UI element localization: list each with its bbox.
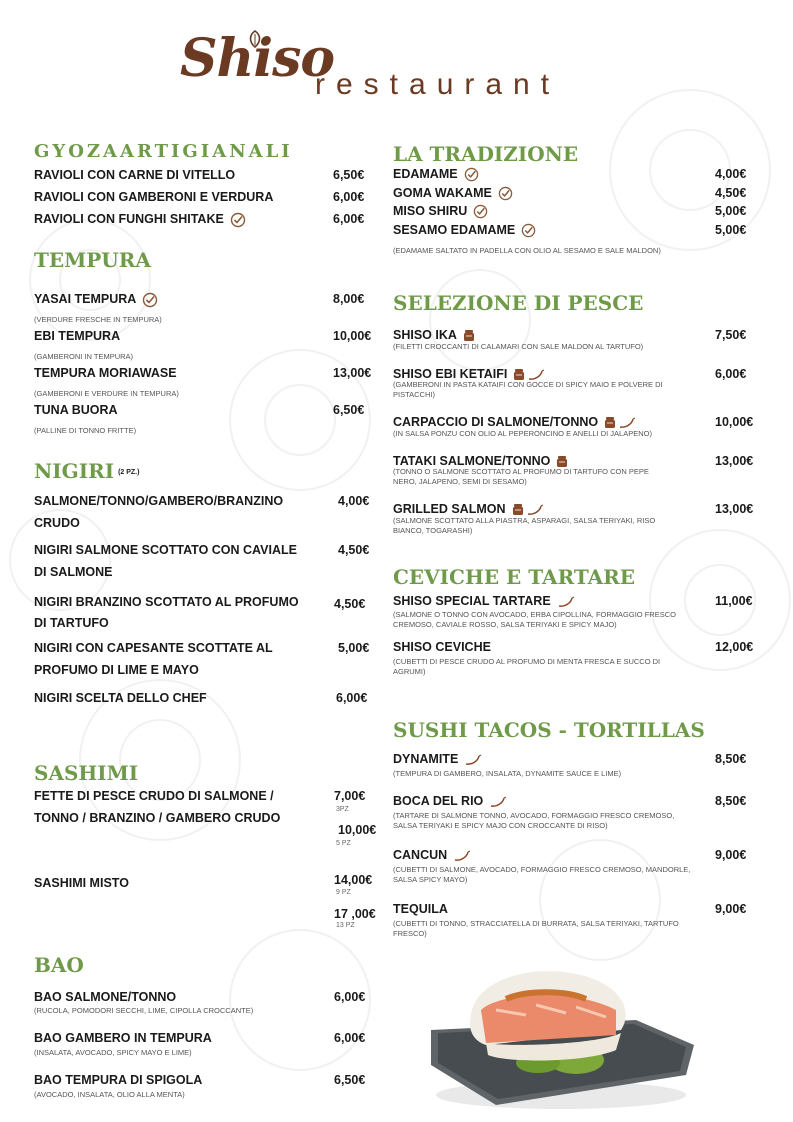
- menu-item-desc: (CUBETTI DI TONNO, STRACCIATELLA DI BURRATA, SALSA TERIYAKI, TARTUFO FRESCO): [393, 919, 679, 938]
- menu-item-desc: (PALLINE DI TONNO FRITTE): [34, 426, 137, 435]
- menu-item-price: 7,50€: [715, 328, 747, 342]
- chili-icon: [464, 754, 482, 766]
- menu-item-desc: (INSALATA, AVOCADO, SPICY MAYO E LIME): [34, 1048, 192, 1057]
- menu-item-price: 13,00€: [715, 454, 754, 468]
- menu-item-price: 5,00€: [715, 204, 747, 218]
- menu-item-name: NIGIRI SCELTA DELLO CHEF: [34, 691, 207, 705]
- menu-item-name-cont: PROFUMO DI LIME E MAYO: [34, 663, 199, 677]
- menu-item-price: 6,50€: [333, 168, 365, 182]
- section-title-nigiri: NIGIRI (2 PZ.): [34, 459, 140, 483]
- menu-item-price: 6,00€: [336, 691, 368, 705]
- portion-size: 3PZ: [336, 806, 349, 813]
- menu-item-price: 6,00€: [333, 190, 365, 204]
- menu-item-name: CARPACCIO DI SALMONE/TONNO: [393, 415, 599, 429]
- menu-item-price: 10,00€: [715, 415, 754, 429]
- chili-icon: [453, 850, 471, 862]
- portion-size: 5 PZ: [336, 840, 351, 847]
- menu-item-price: 13,00€: [333, 366, 372, 380]
- veggie-icon: [521, 223, 536, 238]
- menu-item-name: RAVIOLI CON GAMBERONI E VERDURA: [34, 190, 274, 204]
- menu-item-desc: (SALMONE SCOTTATO ALLA PIASTRA, ASPARAGI, SALSA TERIYAKI, RISO BIANCO, TOGARASHI): [393, 516, 656, 535]
- menu-item-name: DYNAMITE: [393, 752, 459, 766]
- menu-item-price: 9,00€: [715, 902, 747, 916]
- menu-item-price: 8,50€: [715, 794, 747, 808]
- menu-item-price: 5,00€: [715, 223, 747, 237]
- menu-item-price: 4,50€: [715, 186, 747, 200]
- section-title-tempura: TEMPURA: [34, 248, 151, 272]
- menu-item-price: 4,00€: [338, 494, 370, 508]
- menu-item-name: TATAKI SALMONE/TONNO: [393, 454, 551, 468]
- menu-item-price: 6,00€: [334, 1031, 366, 1045]
- leaf-icon: [246, 30, 264, 48]
- menu-item-name: BAO TEMPURA DI SPIGOLA: [34, 1073, 203, 1087]
- menu-item-price: 8,50€: [715, 752, 747, 766]
- menu-item-desc: (SALMONE O TONNO CON AVOCADO, ERBA CIPOLLINA, FORMAGGIO FRESCO CREMOSO, CAVIALE ROSSO, SALSA TERIYAKI E SPICY MAJO): [393, 610, 676, 629]
- menu-item-price: 6,00€: [715, 367, 747, 381]
- menu-item-desc: (TARTARE DI SALMONE TONNO, AVOCADO, FORMAGGIO FRESCO CREMOSO, SALSA TERIYAKI E SPICY MAJO CON CROCCANTE DI RISO): [393, 811, 675, 830]
- menu-item-name: NIGIRI BRANZINO SCOTTATO AL PROFUMO: [34, 595, 299, 609]
- menu-item-price: 17 ,00€: [334, 907, 376, 921]
- menu-item-price: 10,00€: [333, 329, 372, 343]
- menu-item-name: NIGIRI CON CAPESANTE SCOTTATE AL: [34, 641, 273, 655]
- menu-item-price: 5,00€: [338, 641, 370, 655]
- menu-item-name: NIGIRI SALMONE SCOTTATO CON CAVIALE: [34, 543, 297, 557]
- menu-item-desc: (FILETTI CROCCANTI DI CALAMARI CON SALE MALDON AL TARTUFO): [393, 342, 644, 351]
- menu-item-desc: (AVOCADO, INSALATA, OLIO ALLA MENTA): [34, 1090, 185, 1099]
- menu-item-desc: (GAMBERONI E VERDURE IN TEMPURA): [34, 389, 179, 398]
- portion-size: 13 PZ: [336, 922, 355, 929]
- section-title-ceviche: CEVICHE E TARTARE: [393, 565, 636, 589]
- menu-item-price: 11,00€: [715, 594, 753, 608]
- menu-item-name: YASAI TEMPURA: [34, 292, 137, 306]
- menu-item-name: SHISO SPECIAL TARTARE: [393, 594, 551, 608]
- menu-item-row: [34, 208, 246, 230]
- section-title-tradizione: LA TRADIZIONE: [393, 142, 579, 166]
- menu-item-name: FETTE DI PESCE CRUDO DI SALMONE /: [34, 789, 274, 803]
- section-title-bao: BAO: [34, 953, 84, 977]
- menu-item-desc: (CUBETTI DI PESCE CRUDO AL PROFUMO DI MENTA FRESCA E SUCCO DI AGRUMI): [393, 657, 661, 676]
- menu-item-price: 6,00€: [333, 212, 365, 226]
- menu-item-name-cont: DI TARTUFO: [34, 616, 109, 630]
- bao-dish-photo: [426, 955, 696, 1115]
- section-title-pesce: SELEZIONE DI PESCE: [393, 291, 644, 315]
- fried-icon: [512, 503, 524, 516]
- menu-item-price: 10,00€: [338, 823, 377, 837]
- menu-item-desc: (TEMPURA DI GAMBERO, INSALATA, DYNAMITE SAUCE E LIME): [393, 769, 622, 778]
- menu-item-desc: (TONNO O SALMONE SCOTTATO AL PROFUMO DI TARTUFO CON PEPE NERO, JALAPENO, SEMI DI SESAMO): [393, 467, 649, 486]
- brand-logo: [180, 28, 620, 108]
- menu-item-name: EBI TEMPURA: [34, 329, 121, 343]
- menu-item-desc: (GAMBERONI IN TEMPURA): [34, 352, 134, 361]
- menu-item-row: [393, 844, 471, 866]
- brand-script: Shiso: [180, 28, 335, 89]
- chili-icon: [526, 504, 544, 516]
- menu-item-name: RAVIOLI CON FUNGHI SHITAKE: [34, 212, 224, 226]
- menu-item-row: [393, 219, 536, 241]
- menu-item-price: 8,00€: [333, 292, 365, 306]
- nigiri-portion-note: (2 PZ.): [118, 469, 140, 476]
- menu-item-name: BAO GAMBERO IN TEMPURA: [34, 1031, 212, 1045]
- menu-item-name: MISO SHIRU: [393, 204, 468, 218]
- menu-item-name: SESAMO EDAMAME: [393, 223, 516, 237]
- section-title-gyoza: GYOZAARTIGIANALI: [34, 141, 293, 162]
- menu-item-name: TEQUILA: [393, 902, 448, 916]
- section-title-sashimi: SASHIMI: [34, 761, 139, 785]
- menu-item-desc: (IN SALSA PONZU CON OLIO AL PEPERONCINO E ANELLI DI JALAPENO): [393, 429, 652, 438]
- menu-item-name: SHISO EBI KETAIFI: [393, 367, 508, 381]
- menu-item-name: TUNA BUORA: [34, 403, 118, 417]
- menu-item-desc: (VERDURE FRESCHE IN TEMPURA): [34, 315, 162, 324]
- veggie-icon: [230, 212, 246, 228]
- menu-item-name: SALMONE/TONNO/GAMBERO/BRANZINO: [34, 494, 284, 508]
- chili-icon: [618, 417, 636, 429]
- menu-item-row: [393, 748, 482, 770]
- menu-item-name: EDAMAME: [393, 167, 458, 181]
- menu-item-name: TEMPURA MORIAWASE: [34, 366, 177, 380]
- chili-icon: [557, 596, 575, 608]
- menu-item-desc: (CUBETTI DI SALMONE, AVOCADO, FORMAGGIO FRESCO CREMOSO, MANDORLE, SALSA SPICY MAYO): [393, 865, 691, 884]
- menu-item-desc: (RUCOLA, POMODORI SECCHI, LIME, CIPOLLA CROCCANTE): [34, 1006, 254, 1015]
- menu-item-name: GOMA WAKAME: [393, 186, 492, 200]
- menu-item-price: 6,50€: [334, 1073, 366, 1087]
- menu-item-price: 14,00€: [334, 873, 373, 887]
- menu-item-desc: (GAMBERONI IN PASTA KATAIFI CON GOCCE DI SPICY MAIO E POLVERE DI PISTACCHI): [393, 380, 663, 399]
- veggie-icon: [473, 204, 488, 219]
- veggie-icon: [464, 167, 479, 182]
- veggie-icon: [142, 292, 158, 308]
- veggie-icon: [498, 186, 513, 201]
- menu-item-name: CANCUN: [393, 848, 448, 862]
- portion-size: 9 PZ: [336, 889, 351, 896]
- menu-item-price: 4,50€: [338, 543, 370, 557]
- menu-item-name: SHISO CEVICHE: [393, 640, 491, 654]
- menu-item-name: RAVIOLI CON CARNE DI VITELLO: [34, 168, 236, 182]
- menu-item-price: 6,50€: [333, 403, 365, 417]
- menu-item-name-cont: DI SALMONE: [34, 565, 113, 579]
- menu-item-name: SASHIMI MISTO: [34, 876, 129, 890]
- menu-item-row: [34, 288, 158, 310]
- section-title-tacos: SUSHI TACOS - TORTILLAS: [393, 718, 705, 742]
- menu-item-name-cont: CRUDO: [34, 516, 80, 530]
- menu-item-name: SHISO IKA: [393, 328, 457, 342]
- menu-item-desc: (EDAMAME SALTATO IN PADELLA CON OLIO AL SESAMO E SALE MALDON): [393, 246, 661, 255]
- fried-icon: [463, 329, 475, 342]
- brand-word: restaurant: [315, 68, 561, 101]
- menu-item-price: 13,00€: [715, 502, 754, 516]
- menu-item-price: 6,00€: [334, 990, 366, 1004]
- menu-item-name: BAO SALMONE/TONNO: [34, 990, 177, 1004]
- fried-icon: [604, 416, 616, 429]
- chili-icon: [489, 796, 507, 808]
- menu-item-price: 4,50€: [334, 597, 366, 611]
- menu-item-price: 9,00€: [715, 848, 747, 862]
- menu-item-name-cont: TONNO / BRANZINO / GAMBERO CRUDO: [34, 811, 281, 825]
- menu-item-price: 12,00€: [715, 640, 754, 654]
- menu-item-price: 7,00€: [334, 789, 366, 803]
- menu-item-row: [393, 790, 507, 812]
- menu-item-name: BOCA DEL RIO: [393, 794, 484, 808]
- menu-item-name: GRILLED SALMON: [393, 502, 506, 516]
- menu-item-row: [393, 590, 575, 612]
- chili-icon: [527, 369, 545, 381]
- menu-item-price: 4,00€: [715, 167, 747, 181]
